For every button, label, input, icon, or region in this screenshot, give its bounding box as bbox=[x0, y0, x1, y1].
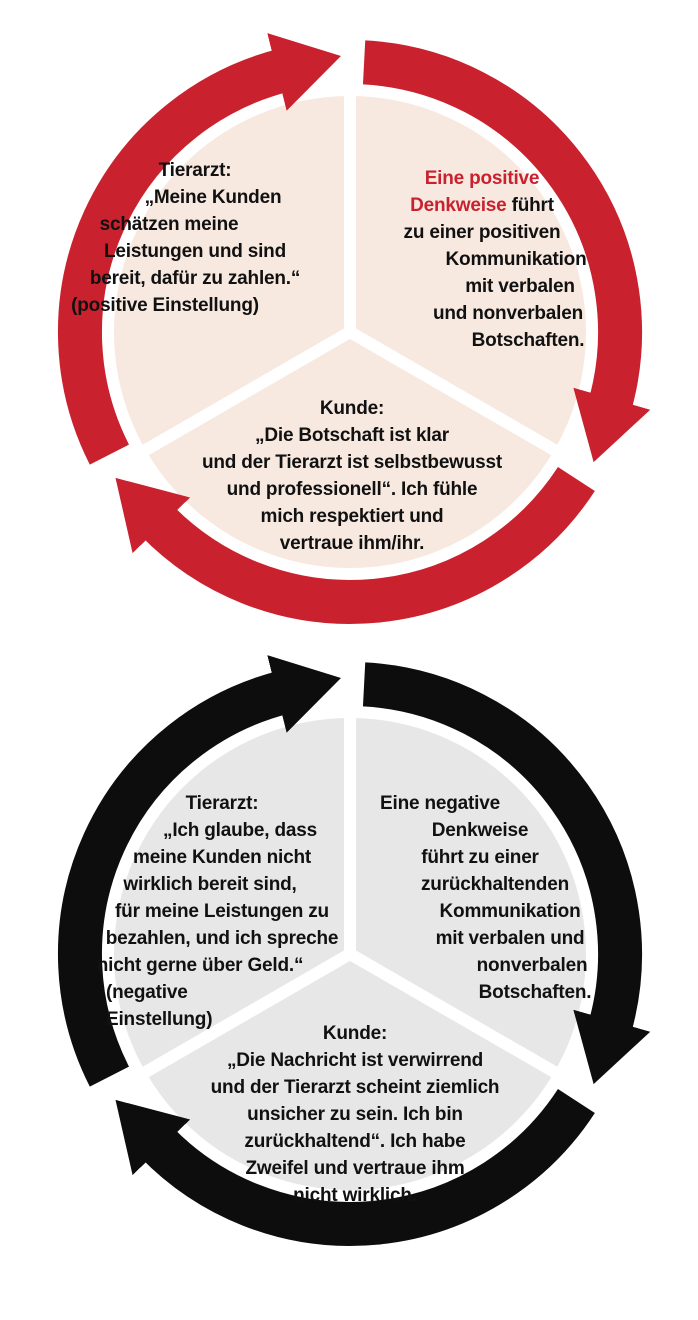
text-line: „Die Botschaft ist klar bbox=[255, 425, 449, 446]
text-line: zurückhaltend“. Ich habe bbox=[244, 1131, 466, 1152]
text-line: Kommunikation bbox=[445, 249, 587, 270]
text-line: Kunde: bbox=[319, 398, 385, 419]
text-line: vertraue ihm/ihr. bbox=[279, 533, 425, 554]
negative-customer-text bbox=[155, 1020, 555, 1209]
text-line: zu einer positiven bbox=[403, 222, 561, 243]
text-line: mich respektiert und bbox=[260, 506, 444, 527]
text-line: Botschaften. bbox=[478, 982, 592, 1003]
text-line: nonverbalen bbox=[476, 955, 588, 976]
negative-vet-text bbox=[96, 790, 342, 1033]
text-line: „Meine Kunden bbox=[144, 187, 282, 208]
text-line: „Die Nachricht ist verwirrend bbox=[226, 1050, 484, 1071]
text-line: mit verbalen und bbox=[435, 928, 585, 949]
negative-communication-cycle bbox=[0, 622, 698, 1282]
text-line: nicht wirklich. bbox=[293, 1185, 417, 1206]
text-line: und der Tierarzt scheint ziemlich bbox=[210, 1077, 500, 1098]
text-line: bereit, dafür zu zahlen.“ bbox=[89, 268, 301, 289]
positive-customer-text bbox=[152, 395, 552, 557]
text-line: Leistungen und sind bbox=[104, 241, 286, 262]
text-line: für meine Leistungen zu bbox=[115, 901, 329, 922]
negative-mindset-text bbox=[360, 790, 600, 1006]
highlighted-word: Denkweise bbox=[410, 195, 507, 216]
text-line: Zweifel und vertraue ihm bbox=[245, 1158, 465, 1179]
text-line: Denkweise bbox=[431, 820, 529, 841]
text-line: (positive Einstellung) bbox=[71, 295, 259, 316]
text-line: unsicher zu sein. Ich bin bbox=[247, 1104, 463, 1125]
text-line: Tierarzt: bbox=[158, 160, 232, 181]
text-line: führt zu einer bbox=[421, 847, 539, 868]
text-line: (negative bbox=[106, 982, 188, 1003]
text-line: Botschaften. bbox=[471, 330, 585, 351]
text-line: meine Kunden nicht bbox=[133, 847, 311, 868]
text-line: bezahlen, und ich spreche bbox=[105, 928, 339, 949]
text-line: Einstellung) bbox=[106, 1009, 213, 1030]
text-line: Eine negative bbox=[380, 793, 500, 814]
text-line: Tierarzt: bbox=[185, 793, 259, 814]
text-line: und nonverbalen bbox=[432, 303, 584, 324]
text-line: Kommunikation bbox=[439, 901, 581, 922]
highlighted-text-line: Eine positive bbox=[424, 168, 540, 189]
text-line: nicht gerne über Geld.“ bbox=[96, 955, 304, 976]
text-line: Kunde: bbox=[322, 1023, 388, 1044]
positive-mindset-text bbox=[362, 165, 602, 354]
text-line: und der Tierarzt ist selbstbewusst bbox=[201, 452, 503, 473]
text-line: und professionell“. Ich fühle bbox=[226, 479, 478, 500]
positive-vet-text bbox=[70, 157, 320, 319]
text-line: „Ich glaube, dass bbox=[163, 820, 317, 841]
text-line: zurückhaltenden bbox=[421, 874, 569, 895]
text-line: schätzen meine bbox=[99, 214, 239, 235]
plain-word: führt bbox=[506, 195, 554, 216]
text-line: mit verbalen bbox=[465, 276, 575, 297]
text-line bbox=[362, 192, 602, 219]
text-line: wirklich bereit sind, bbox=[123, 874, 297, 895]
